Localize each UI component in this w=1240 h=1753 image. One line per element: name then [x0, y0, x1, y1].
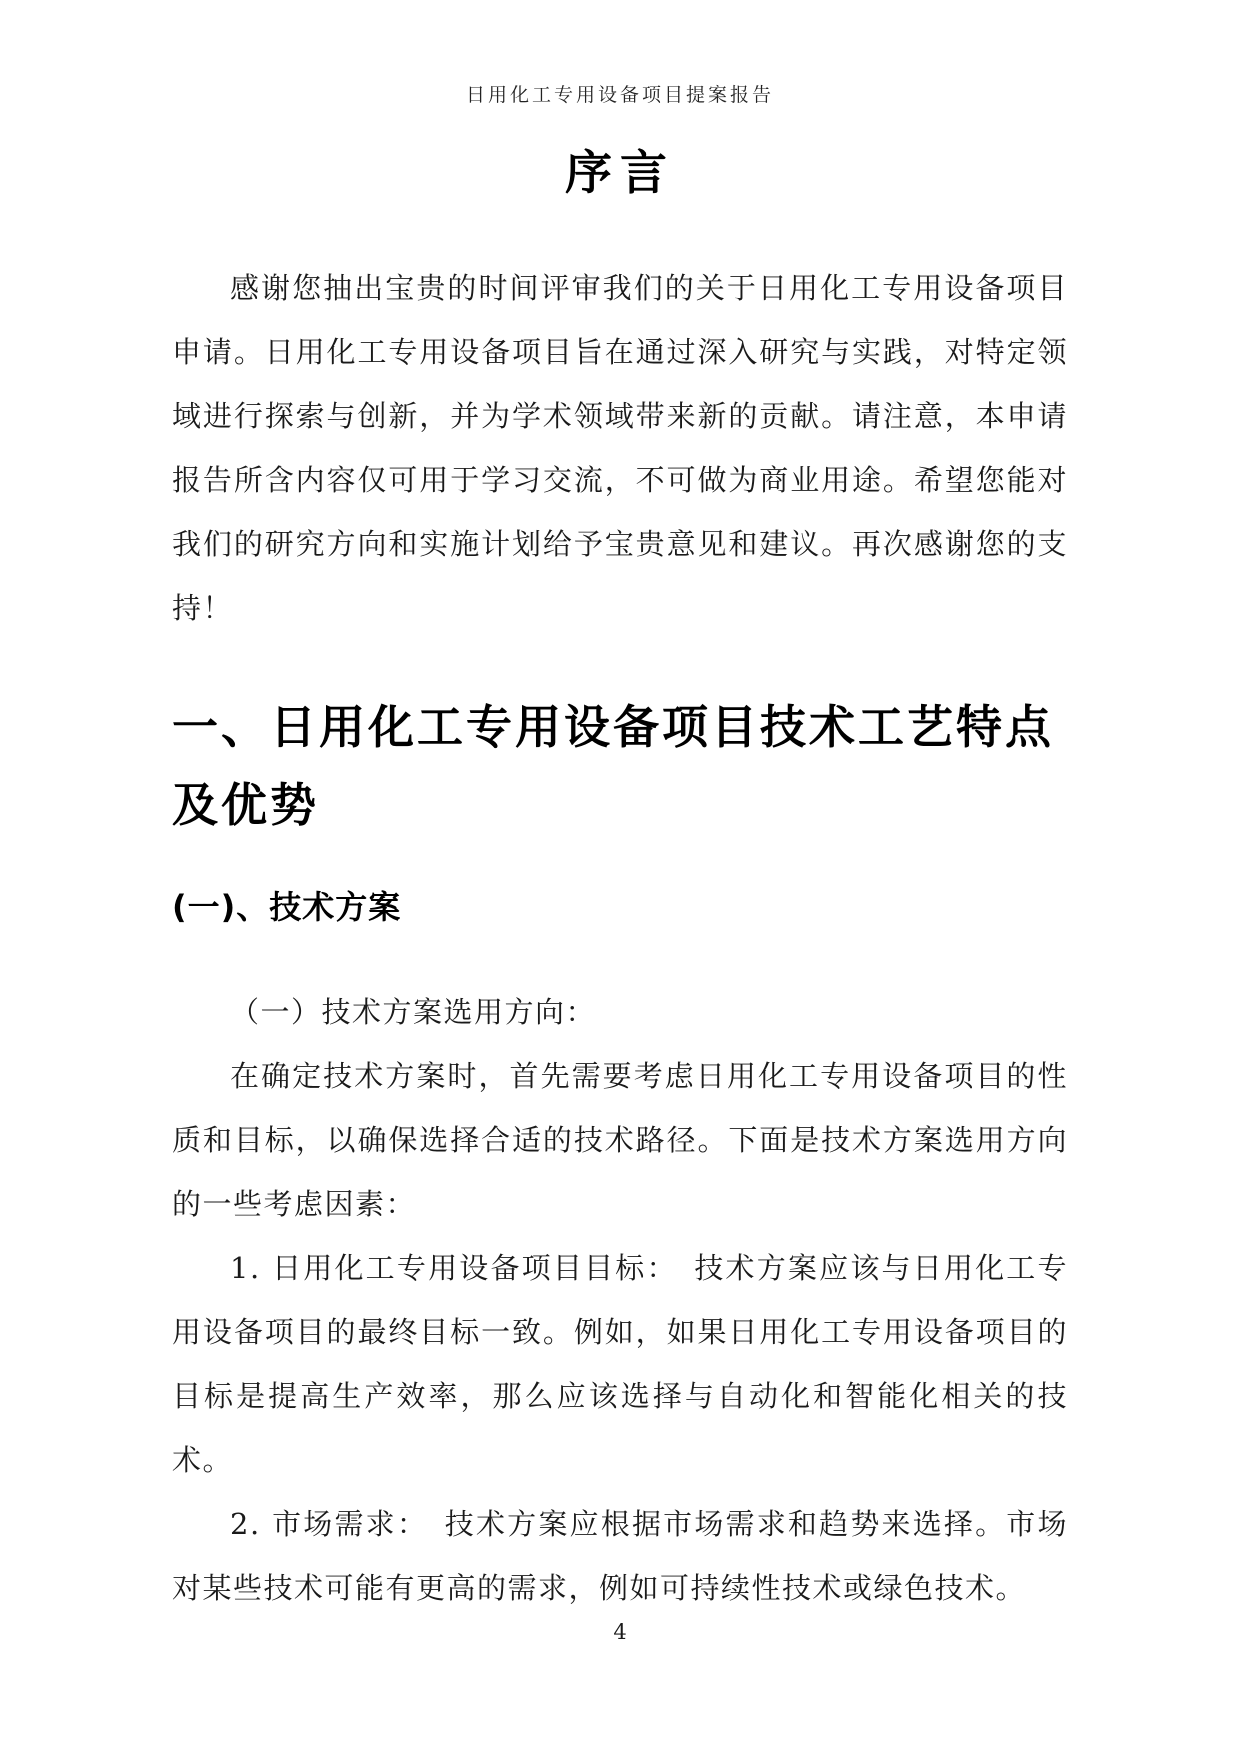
- page-title: 序言: [565, 146, 675, 201]
- paragraph-intro: 在确定技术方案时，首先需要考虑日用化工专用设备项目的性质和目标，以确保选择合适的技术路径。下面是技术方案选用方向的一些考虑因素：: [172, 1059, 1068, 1221]
- paragraph-item-1: 1. 日用化工专用设备项目目标： 技术方案应该与日用化工专用设备项目的最终目标一致。例如，如果日用化工专用设备项目的目标是提高生产效率，那么应该选择与自动化和智能化相关的技术。: [172, 1251, 1068, 1477]
- preface-paragraph: 感谢您抽出宝贵的时间评审我们的关于日用化工专用设备项目申请。日用化工专用设备项目旨在通过深入研究与实践，对特定领域进行探索与创新，并为学术领域带来新的贡献。请注意，本申请报告所含内容仅可用于学习交流，不可做为商业用途。希望您能对我们的研究方向和实施计划给予宝贵意见和建议。再次感谢您的支持！: [172, 271, 1068, 625]
- section-body: [172, 980, 1068, 1620]
- section-heading: 一、日用化工专用设备项目技术工艺特点及优势: [172, 700, 1054, 832]
- paragraph-item-2: 2. 市场需求： 技术方案应根据市场需求和趋势来选择。市场对某些技术可能有更高的需求，例如可持续性技术或绿色技术。: [172, 1507, 1068, 1605]
- paragraph-direction-label: （一）技术方案选用方向：: [230, 995, 597, 1029]
- running-header: 日用化工专用设备项目提案报告: [465, 84, 774, 106]
- page-number: 4: [613, 1620, 627, 1644]
- sub-heading: (一)、技术方案: [172, 888, 402, 926]
